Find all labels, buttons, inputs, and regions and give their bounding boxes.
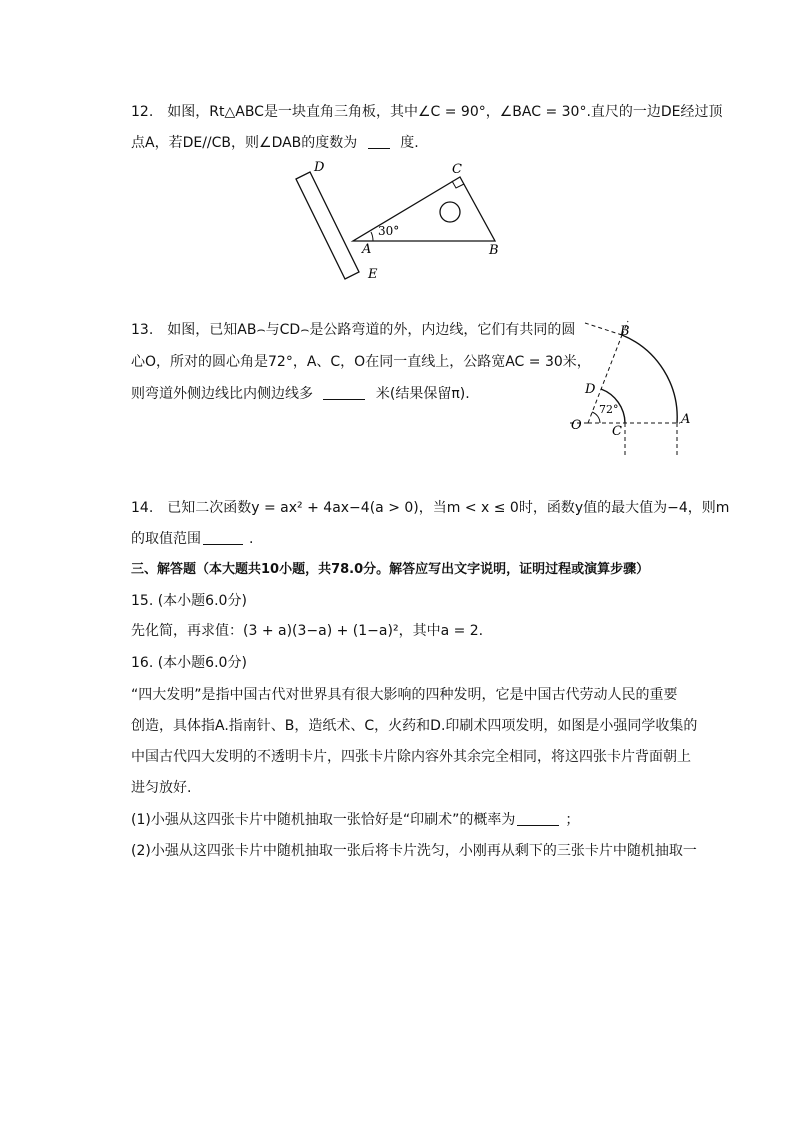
q14-number: 14. (131, 500, 154, 516)
q12-text-line2: 点A，若DE//CB，则∠DAB的度数为 (131, 135, 358, 151)
q15-header: 15. (本小题6.0分) (131, 593, 247, 609)
label-d: D (314, 160, 325, 175)
q12-answer-blank[interactable] (368, 134, 390, 149)
q14-line1 (131, 498, 729, 518)
label-b: B (620, 324, 630, 339)
q12-number: 12. (131, 104, 154, 120)
q13-text-line3: 则弯道外侧边线比内侧边线多 (131, 386, 313, 402)
label-a: A (681, 412, 691, 427)
q16-sub1-answer-blank[interactable] (517, 811, 559, 826)
q13-text-line3-end: 米(结果保留π). (375, 386, 470, 402)
tangent-dash-top (585, 323, 622, 335)
label-c: C (452, 162, 462, 177)
triangle-hole-circle (440, 202, 460, 222)
q16-para-line4: 进匀放好. (131, 780, 192, 796)
q13-number: 13. (131, 322, 154, 338)
label-b: B (489, 243, 499, 258)
q14-text-line2: 的取值范围 (131, 531, 201, 547)
q12-text-line2-end: 度. (400, 135, 419, 151)
q16-para-line2: 创造，具体指A.指南针、B，造纸术、C，火药和D.印刷术四项发明，如图是小强同学收集的 (131, 718, 698, 734)
q14-answer-blank[interactable] (203, 530, 243, 545)
q12-line2 (131, 133, 419, 153)
q16-sub1-text: (1)小强从这四张卡片中随机抽取一张恰好是“印刷术”的概率为 (131, 812, 516, 828)
angle-label-30: 30° (378, 224, 400, 238)
angle-label-72: 72° (599, 403, 619, 416)
q14-text-line2-end: . (249, 531, 254, 547)
q15-body: 先化简，再求值：(3 + a)(3−a) + (1−a)²，其中a = 2. (131, 623, 484, 639)
q12-figure (280, 155, 520, 285)
q16-sub1 (131, 810, 579, 830)
q16-sub1-end: ； (565, 812, 580, 828)
label-d: D (585, 382, 596, 397)
outer-arc-ab (622, 335, 677, 423)
label-a: A (362, 242, 372, 257)
q13-line3 (131, 384, 470, 404)
q13-figure (560, 315, 700, 465)
q13-line1 (131, 320, 575, 340)
q12-text-line1: 如图，Rt△ABC是一块直角三角板，其中∠C = 90°，∠BAC = 30°.直尺的一边DE经过顶 (167, 104, 723, 120)
q14-text-line1: 已知二次函数y = ax² + 4ax−4(a > 0)，当m < x ≤ 0时，函数y值的最大值为−4，则m (167, 500, 730, 516)
q16-para-line3: 中国古代四大发明的不透明卡片，四张卡片除内容外其余完全相同，将这四张卡片背面朝上 (131, 749, 691, 765)
q13-text-line1: 如图，已知AB⌢与CD⌢是公路弯道的外，内边线，它们有共同的圆 (167, 322, 576, 338)
q13-answer-blank[interactable] (323, 385, 365, 400)
q16-sub2: (2)小强从这四张卡片中随机抽取一张后将卡片洗匀，小刚再从剩下的三张卡片中随机抽取一 (131, 843, 697, 859)
q13-line2 (131, 352, 591, 372)
label-c: C (612, 424, 622, 439)
q16-para-line1: “四大发明”是指中国古代对世界具有很大影响的四种发明，它是中国古代劳动人民的重要 (131, 687, 678, 703)
triangle-abc (353, 177, 495, 241)
ruler-shape (296, 172, 359, 279)
q16-header: 16. (本小题6.0分) (131, 655, 247, 671)
q14-line2 (131, 529, 253, 549)
q12-line1 (131, 102, 723, 122)
section-3-heading: 三、解答题（本大题共10小题，共78.0分。解答应写出文字说明，证明过程或演算步骤） (131, 562, 650, 577)
label-o: O (571, 418, 582, 433)
q13-text-line2: 心O，所对的圆心角是72°，A、C，O在同一直线上，公路宽AC = 30米， (131, 354, 591, 370)
label-e: E (368, 267, 378, 282)
